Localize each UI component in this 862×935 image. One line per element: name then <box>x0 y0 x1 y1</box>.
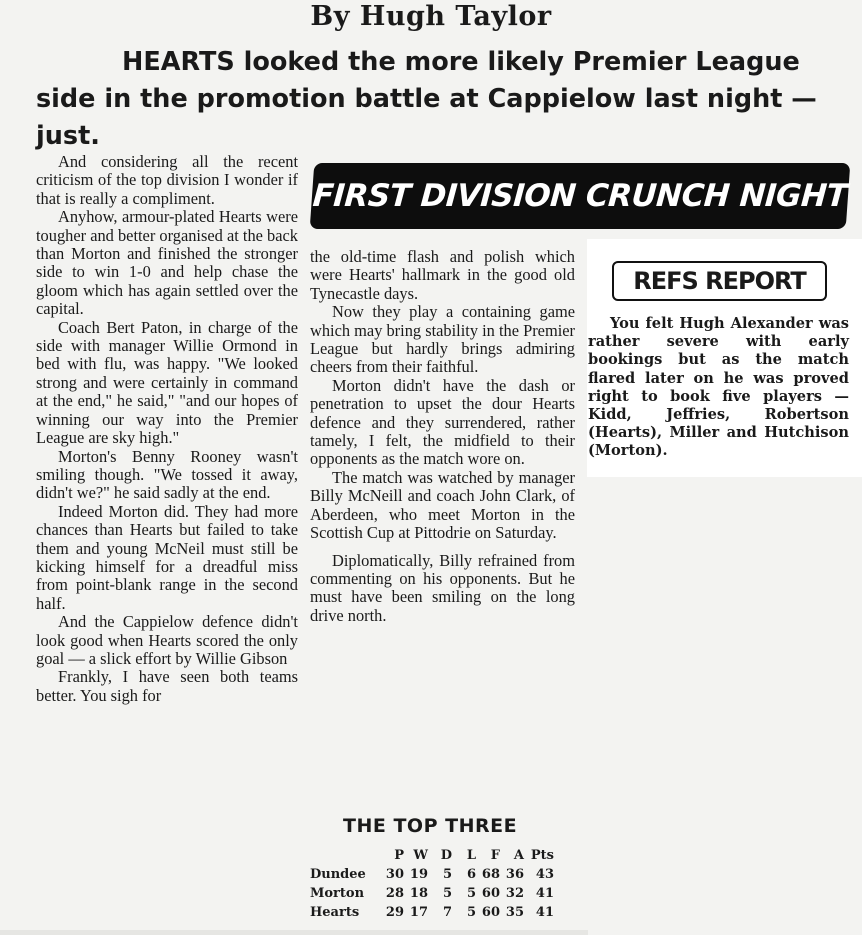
paragraph: Frankly, I have seen both teams better. You sigh for <box>36 667 298 705</box>
table-row: Hearts 29 17 7 5 60 35 41 <box>310 905 554 920</box>
paragraph: And the Cappielow defence didn't look good when Hearts scored the only goal — a slick effort by Willie Gibson <box>36 612 298 668</box>
paragraph: the old-time flash and polish which were Hearts' hallmark in the good old Tynecastle days. <box>310 247 575 303</box>
header-f: F <box>490 848 500 863</box>
team-name: Dundee <box>310 867 366 882</box>
paragraph: Diplomatically, Billy refrained from commenting on his opponents. But he must have been smiling on the long drive north. <box>310 550 575 625</box>
headline-banner <box>310 163 851 229</box>
header-l: L <box>466 848 476 863</box>
table-header-row <box>310 846 554 865</box>
header-pts: Pts <box>530 848 554 863</box>
refs-report-text: You felt Hugh Alexander was rather severe with early bookings but as the match flared later on he was proved right to book five players — Kidd, Jeffries, Robertson (Hearts), Miller and Hutchison (Morton). <box>588 315 849 460</box>
banner-headline: FIRST DIVISION CRUNCH NIGHT <box>311 178 849 214</box>
refs-report-logo: REFS REPORT <box>612 261 827 301</box>
intro-paragraph: HEARTS looked the more likely Premier League side in the promotion battle at Cappielow last night — just. <box>36 47 817 151</box>
table-row: Dundee 30 19 5 6 68 36 43 <box>310 867 554 882</box>
header-w: W <box>413 848 428 863</box>
paragraph: Morton's Benny Rooney wasn't smiling though. "We tossed it away, didn't we?" he said sadly at the end. <box>36 446 298 503</box>
paragraph: Now they play a containing game which may bring stability in the Premier League but hardly brings admiring cheers from their faithful. <box>310 302 575 377</box>
paragraph: The match was watched by manager Billy McNeill and coach John Clark, of Aberdeen, who meet Morton in the Scottish Cup at Pittodrie on Saturday. <box>310 467 575 543</box>
paragraph: And considering all the recent criticism of the top division I wonder if that is really a compliment. <box>36 152 298 208</box>
team-name: Morton <box>310 886 365 901</box>
page-fold <box>0 930 588 935</box>
top-three-title: THE TOP THREE <box>343 815 518 837</box>
paragraph: Indeed Morton did. They had more chances than Hearts but failed to take them and young McNeil must still be kicking himself for a dreadful miss from point-blank range in the second half. <box>36 501 298 613</box>
league-table <box>310 846 554 922</box>
table-row: Morton 28 18 5 5 60 32 41 <box>310 886 554 901</box>
article-column-middle <box>310 248 575 625</box>
byline: By Hugh Taylor <box>310 1 552 32</box>
team-name: Hearts <box>310 905 360 920</box>
header-a: A <box>513 848 524 863</box>
paragraph: Anyhow, armour-plated Hearts were tougher and better organised at the back than Morton and finished the stronger side to win 1-0 and help chase the gloom which has again settled over the capital. <box>36 207 298 319</box>
article-column-left <box>36 153 298 705</box>
paragraph: Coach Bert Paton, in charge of the side with manager Willie Ormond in bed with flu, was happy. "We looked strong and were certainly in command at the end," he said," "and our hopes of winning our way into the Premier League are sky high." <box>36 317 298 448</box>
header-p: P <box>394 848 404 863</box>
paragraph: Morton didn't have the dash or penetration to upset the dour Hearts defence and they surrendered, rather tamely, I felt, the midfield to their opponents as the match wore on. <box>310 375 575 469</box>
header-d: D <box>440 848 452 863</box>
